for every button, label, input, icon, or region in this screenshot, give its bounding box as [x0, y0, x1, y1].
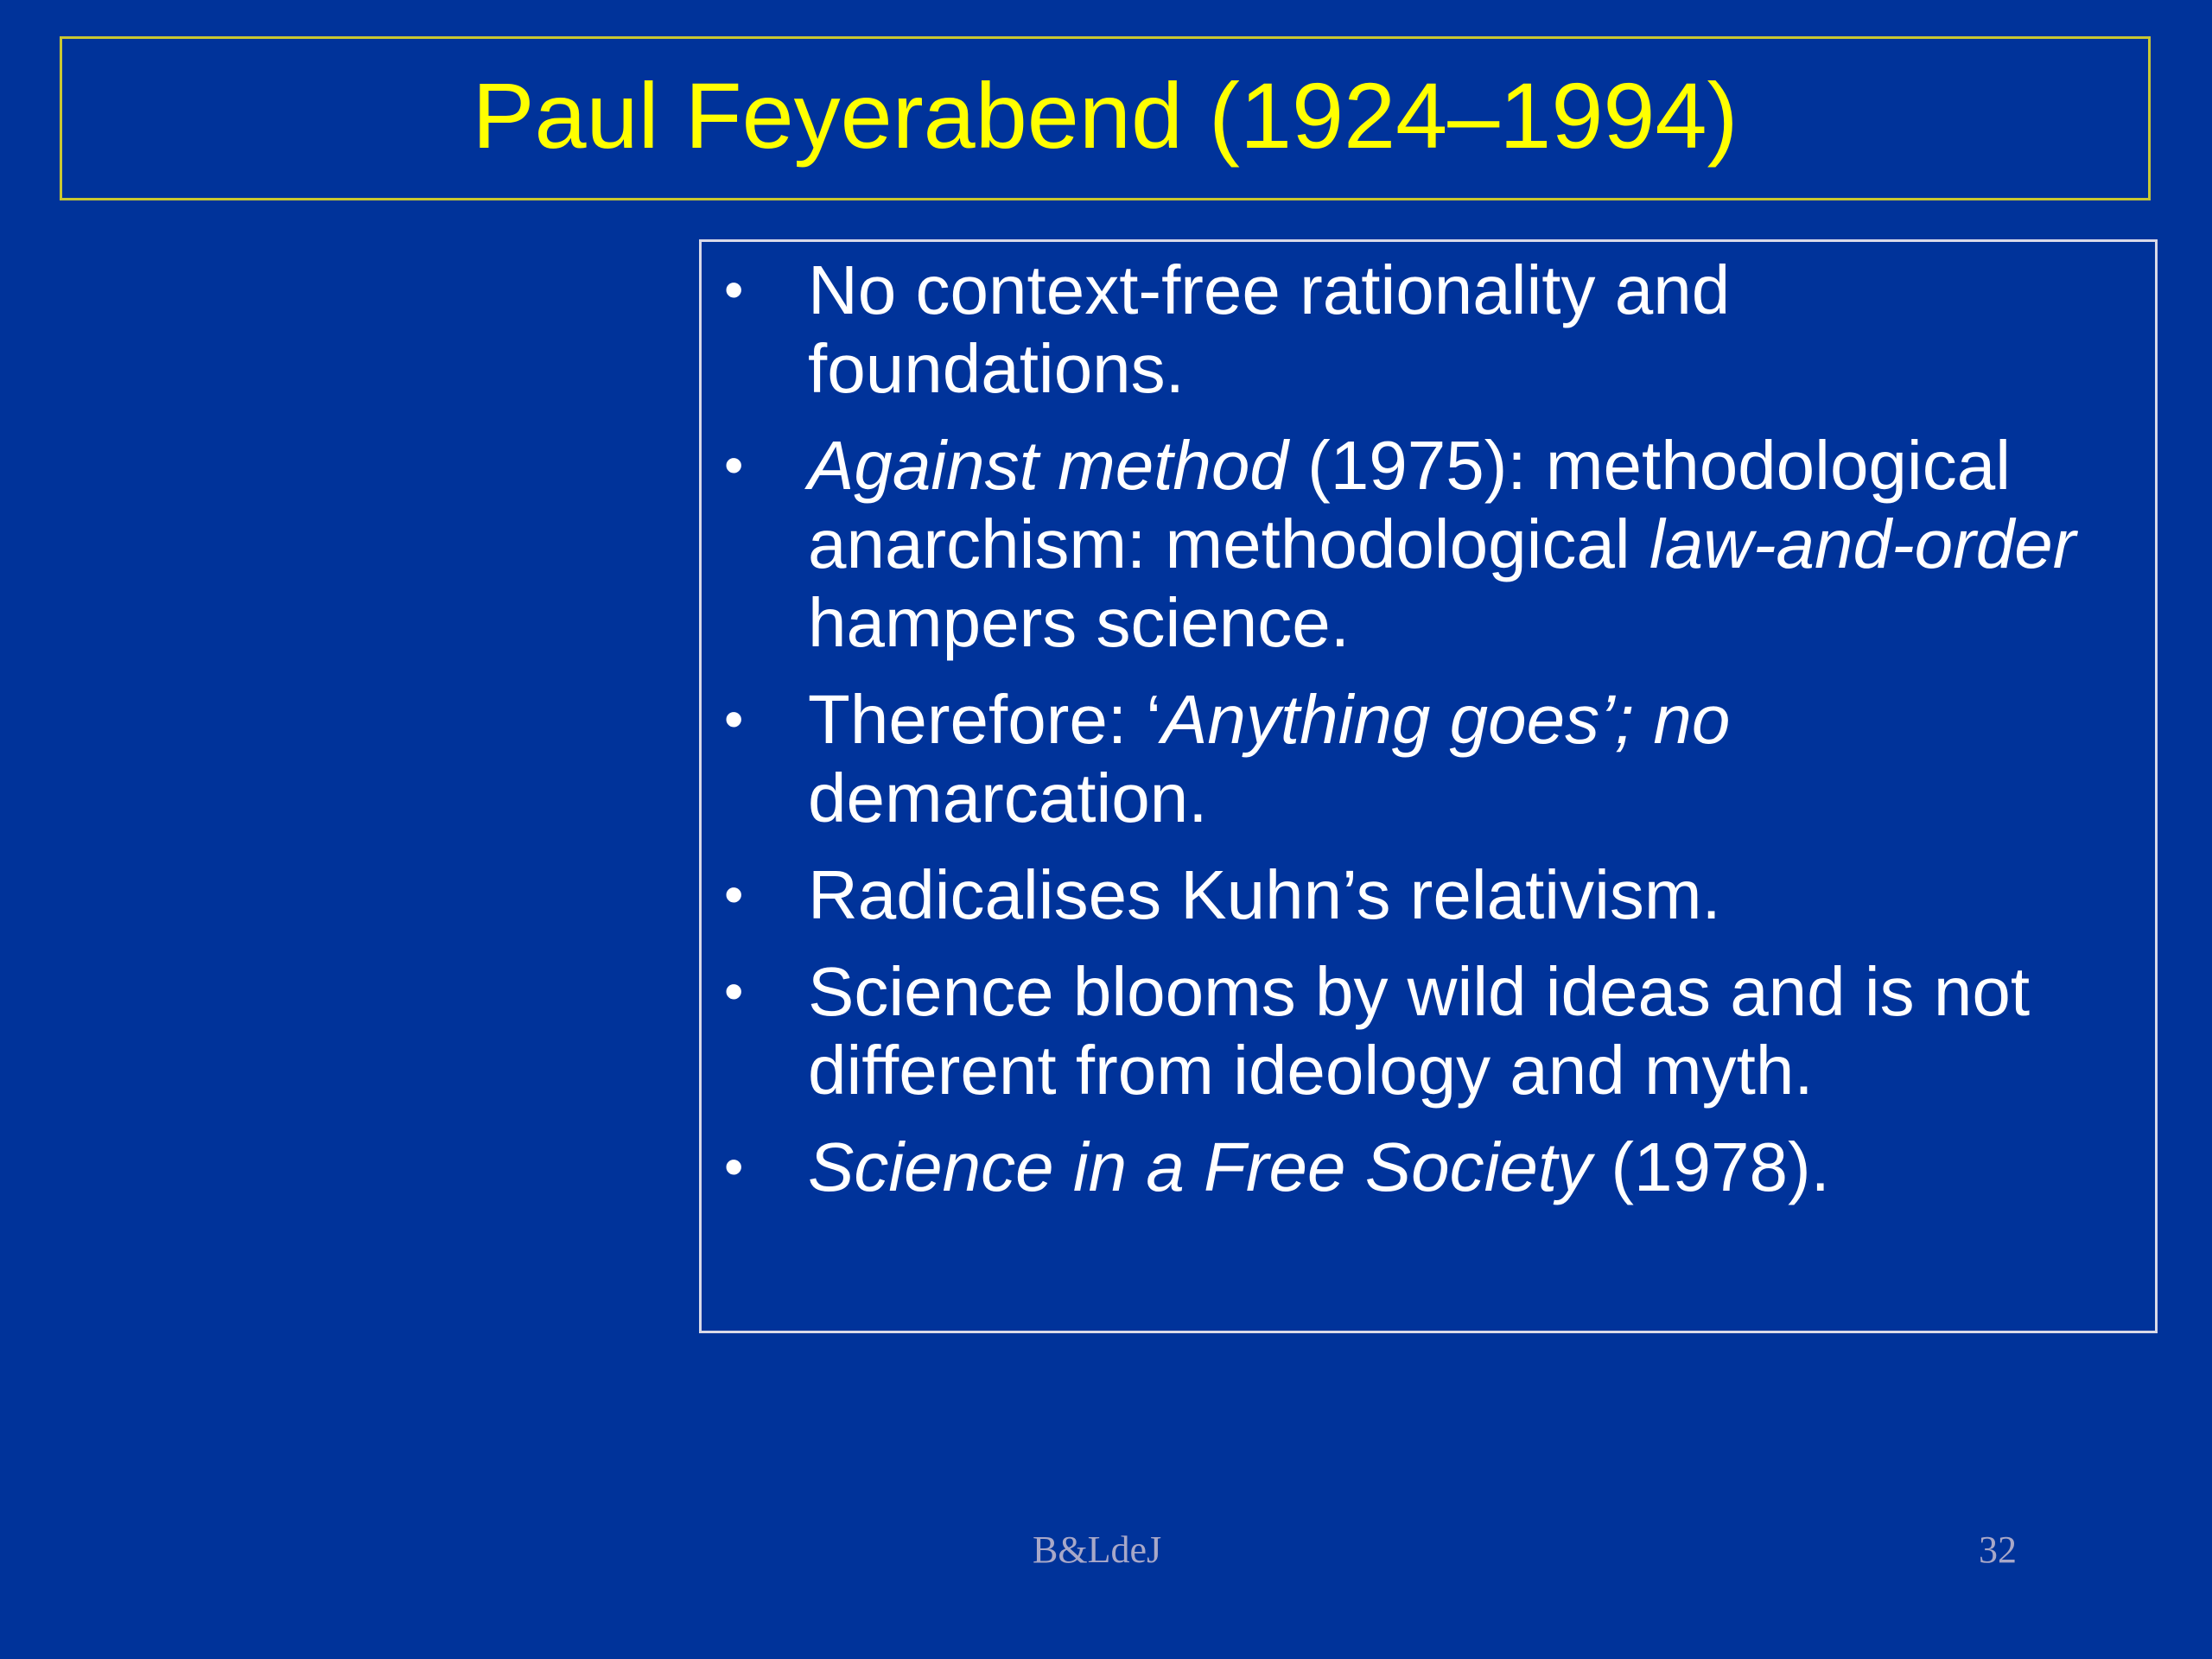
bullet-list — [702, 251, 2160, 1224]
bullet-text: Radicalises Kuhn’s relativism. — [808, 856, 1721, 933]
bullet-text: (1975): methodological anarchism: methodological — [808, 427, 2011, 582]
bullet-item — [702, 855, 2160, 934]
bullet-text-italic: Anything goes’; no — [1161, 681, 1731, 758]
bullet-item — [702, 1128, 2160, 1206]
bullet-item — [702, 426, 2160, 662]
bullet-text: Science blooms by wild ideas and is not different from ideology and myth. — [808, 953, 2031, 1109]
bullet-text-italic: law-and-order — [1649, 505, 2076, 582]
bullet-text: Therefore: ‘ — [808, 681, 1162, 758]
bullet-dot: • — [724, 1135, 744, 1198]
bullet-item — [702, 952, 2160, 1109]
title-box — [60, 36, 2151, 200]
bullet-text: (1978). — [1592, 1128, 1830, 1205]
content-box — [699, 239, 2158, 1333]
bullet-item — [702, 680, 2160, 837]
bullet-text-italic: Science in a Free Society — [808, 1128, 1592, 1205]
bullet-text: demarcation. — [808, 760, 1208, 836]
bullet-text: hampers science. — [808, 584, 1350, 661]
bullet-dot: • — [724, 434, 744, 496]
bullet-text-italic: Against method — [808, 427, 1288, 504]
footer-author: B&LdeJ — [1033, 1529, 1162, 1571]
bullet-dot: • — [724, 863, 744, 925]
bullet-item — [702, 251, 2160, 408]
bullet-dot: • — [724, 258, 744, 321]
page-number: 32 — [1979, 1529, 2017, 1571]
bullet-dot: • — [724, 960, 744, 1022]
bullet-dot: • — [724, 688, 744, 750]
slide-title: Paul Feyerabend (1924–1994) — [472, 63, 1738, 168]
bullet-text: No context-free rationality and foundations. — [808, 251, 1731, 407]
